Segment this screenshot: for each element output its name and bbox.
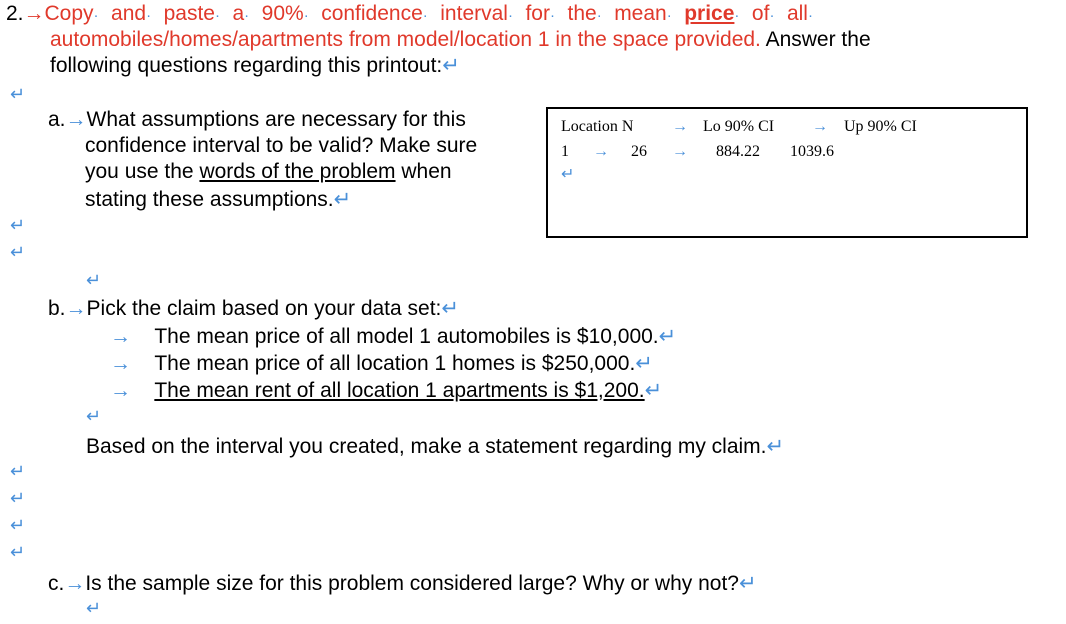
printout-cell-up: 1039.6 xyxy=(790,143,834,160)
q2-word: mean xyxy=(614,2,667,25)
paragraph-mark: ↵ xyxy=(442,54,460,77)
paragraph-mark: ↵ xyxy=(10,242,26,262)
paragraph-mark: ↵ xyxy=(644,379,663,402)
paragraph-mark: ↵ xyxy=(333,188,352,211)
question-a-text: you use the xyxy=(85,160,194,183)
paragraph-mark: ↵ xyxy=(10,542,26,562)
tab-arrow: → xyxy=(812,118,828,135)
tab-arrow: → xyxy=(23,2,45,25)
question-a-line-1 xyxy=(48,107,466,133)
paragraph-mark: ↵ xyxy=(738,572,757,595)
question-c-line xyxy=(48,571,757,597)
question-c-text: Is the sample size for this problem considered large? Why or why not? xyxy=(85,572,739,595)
question-b-prompt: Pick the claim based on your data set: xyxy=(86,297,442,320)
q2-word: Copy xyxy=(44,2,94,25)
q2-word: paste xyxy=(163,2,215,25)
q2-word: the xyxy=(567,2,597,25)
question-b-line-1 xyxy=(48,296,459,322)
question-a-line-3 xyxy=(85,159,452,185)
paragraph-mark: ↵ xyxy=(441,297,459,320)
price-emphasis: price xyxy=(684,2,735,25)
words-of-problem-emphasis: words of the problem xyxy=(199,160,396,183)
question-a-text: when xyxy=(401,160,452,183)
question-number: 2. xyxy=(6,2,24,25)
question-b-statement-text: Based on the interval you created, make a statement regarding my claim. xyxy=(86,435,767,458)
question-c-label: c. xyxy=(48,572,65,595)
paragraph-mark: ↵ xyxy=(86,270,102,290)
question-2-line-1: 2.→Copy· and· paste· a· 90%· confidence· interval· for· the· mean· price· of· all· xyxy=(6,2,813,25)
claim-text: The mean rent of all location 1 apartments is $1,200. xyxy=(154,379,645,402)
q2-instruction-red: automobiles/homes/apartments from model/location 1 in the space provided. xyxy=(50,28,761,51)
tab-arrow: → xyxy=(593,143,609,160)
paragraph-mark: ↵ xyxy=(86,598,102,618)
question-a-text: confidence interval to be valid? Make sure xyxy=(85,134,478,157)
question-a-line-2 xyxy=(85,133,477,159)
tab-arrow: → xyxy=(110,325,131,348)
printout-cell-location: 1 xyxy=(561,143,569,160)
paragraph-mark: ↵ xyxy=(658,325,677,348)
printout-cell-lo: 884.22 xyxy=(716,143,760,160)
tab-arrow: → xyxy=(672,118,688,135)
question-b-label: b. xyxy=(48,297,66,320)
printout-header-up: Up 90% CI xyxy=(844,118,917,135)
paragraph-mark: ↵ xyxy=(635,352,653,375)
paragraph-mark: ↵ xyxy=(10,84,26,104)
question-2-line-3 xyxy=(50,53,460,79)
paragraph-mark: ↵ xyxy=(561,166,575,183)
tab-arrow: → xyxy=(110,379,131,402)
paragraph-mark: ↵ xyxy=(10,488,26,508)
q2-word: all xyxy=(786,2,808,25)
printout-header-lo: Lo 90% CI xyxy=(703,118,775,135)
paragraph-mark: ↵ xyxy=(10,461,26,481)
tab-arrow: → xyxy=(110,352,131,375)
tab-arrow: → xyxy=(65,108,87,131)
tab-arrow: → xyxy=(672,143,688,160)
question-a-text: What assumptions are necessary for this xyxy=(86,108,466,131)
q2-word: for xyxy=(525,2,550,25)
claim-item xyxy=(110,351,653,377)
paragraph-mark: ↵ xyxy=(10,515,26,535)
paragraph-mark: ↵ xyxy=(10,215,26,235)
printout-cell-n: 26 xyxy=(631,143,647,160)
question-2-line-2 xyxy=(50,27,871,53)
question-a-line-4 xyxy=(85,187,351,213)
paragraph-mark: ↵ xyxy=(766,435,785,458)
tab-arrow: → xyxy=(65,297,87,320)
paragraph-mark: ↵ xyxy=(86,406,102,426)
question-a-label: a. xyxy=(48,108,66,131)
q2-word: of xyxy=(751,2,770,25)
claim-text: The mean price of all location 1 homes is $250,000. xyxy=(154,352,636,375)
q2-word: confidence xyxy=(321,2,423,25)
q2-word: interval xyxy=(440,2,508,25)
printout-header-location-n: Location N xyxy=(561,118,634,135)
q2-word: 90% xyxy=(261,2,304,25)
question-a-text: stating these assumptions. xyxy=(85,188,334,211)
q2-instruction-black: Answer the xyxy=(765,28,871,51)
q2-word: a xyxy=(232,2,245,25)
tab-arrow: → xyxy=(64,572,86,595)
claim-item xyxy=(110,378,662,404)
claim-item xyxy=(110,324,676,350)
claim-text: The mean price of all model 1 automobiles is $10,000. xyxy=(154,325,659,348)
q2-word: and xyxy=(111,2,147,25)
question-b-statement xyxy=(86,434,784,460)
q2-instruction-line3: following questions regarding this printout: xyxy=(50,54,443,77)
